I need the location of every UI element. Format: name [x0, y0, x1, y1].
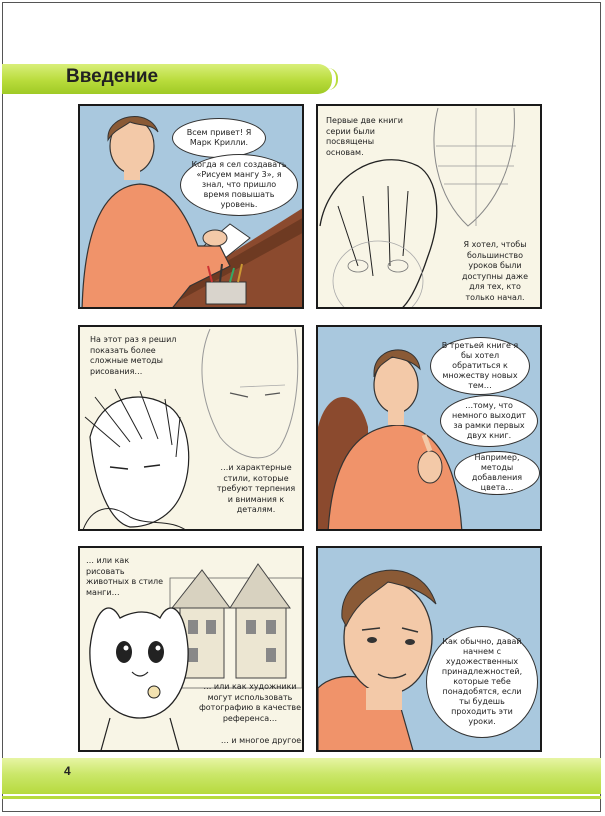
footer-line: [2, 796, 601, 799]
bubble-text: Как обычно, давай начнем с художественных принадлежностей, которые тебе понадобятся, если ты будешь проходить эти уроки.: [441, 637, 523, 726]
page-title: Введение: [66, 66, 159, 87]
bubble-text: В третьей книге я бы хотел обратиться к множеству новых тем…: [441, 341, 519, 390]
comic-panel-5: [78, 546, 304, 752]
comic-panel-3: [78, 325, 304, 531]
speech-bubble: [172, 118, 266, 158]
comic-panel-2: [316, 104, 542, 309]
bubble-text: …тому, что немного выходит за рамки первых двух книг.: [451, 401, 526, 440]
header-band: [2, 64, 332, 94]
caption: …и характерные стили, которые требуют терпения и внимания к деталям.: [216, 463, 296, 514]
caption: Первые две книги серии были посвящены основам.: [326, 116, 403, 157]
caption: … или как рисовать животных в стиле манги…: [86, 556, 164, 597]
speech-bubble: [180, 154, 298, 216]
page-number: 4: [64, 764, 71, 778]
footer-band: [2, 758, 601, 794]
speech-bubble: [426, 626, 538, 738]
speech-bubble: [440, 395, 538, 447]
bubble-text: Например, методы добавления цвета…: [471, 453, 523, 492]
comic-panel-1: [78, 104, 304, 309]
speech-bubble: [454, 451, 540, 495]
caption: … и многое другое: [220, 736, 302, 745]
caption: На этот раз я решил показать более сложные методы рисования…: [90, 335, 177, 376]
caption: Я хотел, чтобы большинство уроков были доступны даже для тех, кто только начал.: [461, 240, 529, 302]
bubble-text: Когда я сел создавать «Рисуем мангу 3», я знал, что пришло время повышать уровень.: [191, 160, 287, 209]
comic-panel-6: [316, 546, 542, 752]
caption: … или как художники могут использовать фотографию в качестве референса…: [198, 682, 302, 723]
bubble-text: Всем привет! Я Марк Крилли.: [186, 128, 252, 147]
speech-bubble: [430, 337, 530, 395]
comic-panel-4: [316, 325, 542, 531]
